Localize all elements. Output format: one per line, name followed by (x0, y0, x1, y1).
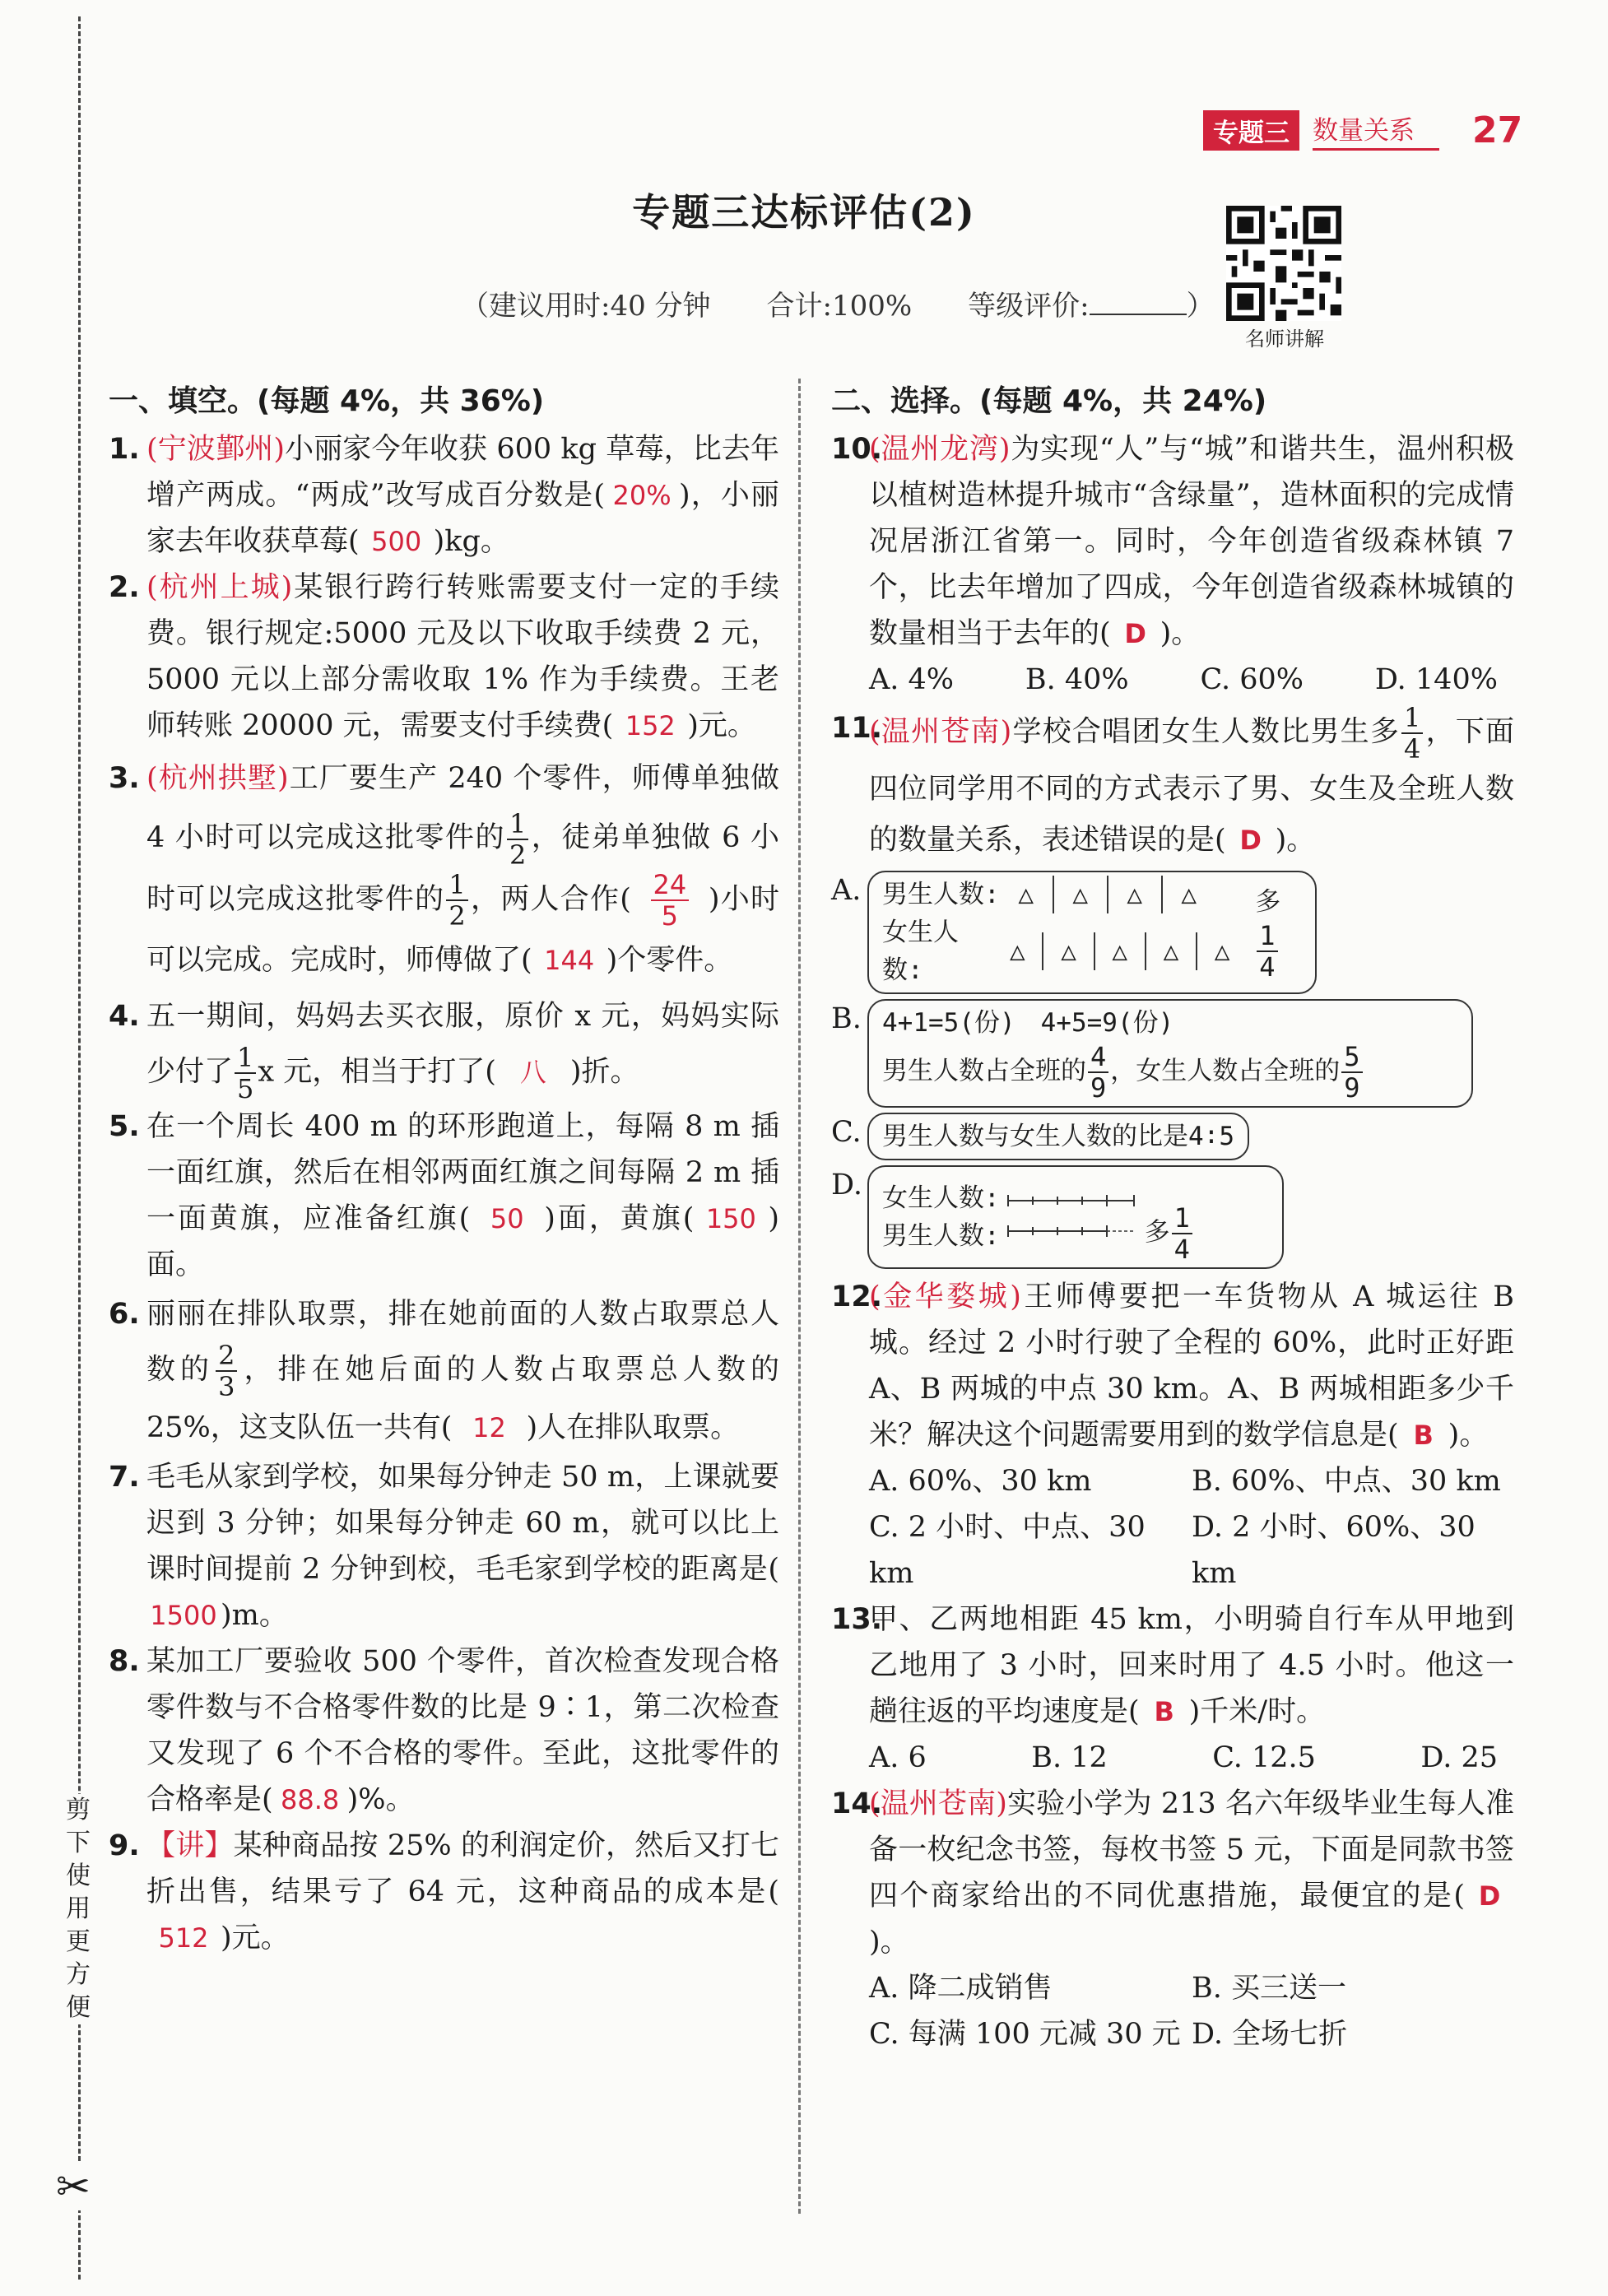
question-source: (杭州拱墅) (146, 762, 289, 795)
answer-blank[interactable]: 144 (544, 945, 595, 976)
option-b[interactable]: B. 买三送一 (1192, 1972, 1346, 2005)
text-box (867, 999, 1473, 1108)
question-text: 王师傅要把一车货物从 A 城运往 B 城。经过 2 小时行驶了全程的 60%，此时正好距 A、B 两城的中点 30 km。A、B 两城相距多少千米？解决这个问题需要用到的数学信息是( (869, 1280, 1515, 1452)
question-12 (831, 1274, 1514, 1458)
girls-row (882, 913, 1247, 989)
question-number: 12. (831, 1280, 883, 1313)
option-label: B. (831, 1002, 862, 1035)
more-label: 多 $\frac{1}{4}$ (1255, 887, 1281, 983)
ratio-line: 男生人数占全班的 $\frac{4}{9}$ ，女生人数占全班的 $\frac{5}{9}$ (882, 1042, 1458, 1103)
right-column (831, 379, 1514, 2057)
question-text: )面。 (146, 1202, 780, 1281)
question-text: ，两人合作( (469, 882, 631, 916)
page-number: 27 (1472, 109, 1523, 151)
fraction: $\frac{1}{4}$ (1401, 703, 1423, 764)
question-text: 在一个周长 400 m 的环形跑道上，每隔 8 m 插一面红旗，然后在相邻两面红旗之间每隔 2 m 插一面黄旗，应准备红旗( (146, 1110, 779, 1235)
question-text: )千米/时。 (1188, 1695, 1326, 1728)
question-text: ，排在她后面的人数占取票总人数的 25%，这支队伍一共有( (146, 1353, 779, 1444)
question-source: (金华婺城) (869, 1280, 1021, 1313)
answer-blank[interactable]: 150 (705, 1203, 756, 1234)
triangle-unit: △ (1053, 876, 1107, 913)
question-number: 7. (109, 1461, 140, 1494)
boys-label: 男生人数: (882, 1221, 1000, 1251)
question-text: 某银行跨行转账需要支付一定的手续费。银行规定:5000 元及以下收取手续费 2 元，5000 元以上部分需收取 1% 作为手续费。王老师转账 20000 元，需要支付手续费( (146, 571, 779, 742)
triangle-unit: △ (1009, 937, 1025, 966)
question-number: 2. (109, 571, 140, 604)
question-text: 丽丽在排队取票，排在她前面的人数占取票总人数的 (146, 1298, 779, 1387)
options-q12 (831, 1458, 1514, 1597)
qr-caption: 名师讲解 (1245, 328, 1324, 351)
column-divider (798, 379, 801, 2214)
topic-tag: 专题三 (1203, 110, 1299, 151)
question-3 (109, 749, 779, 990)
question-text: 学校合唱团女生人数比男生多 (1011, 715, 1401, 749)
scissors-icon: ✂ (56, 2163, 91, 2210)
girls-label: 女生人数: (882, 918, 959, 985)
question-text: x 元，相当于打了( (258, 1055, 496, 1089)
answer-blank[interactable]: 500 (371, 526, 422, 557)
triangle-unit: △ (1161, 876, 1215, 913)
meta-close: ） (1186, 290, 1215, 323)
option-b[interactable]: B. 40% (1025, 663, 1129, 696)
answer-blank-fraction[interactable]: $\frac{24}{5}$ (633, 870, 707, 931)
answer-choice[interactable]: D (1239, 825, 1262, 856)
question-number: 8. (109, 1645, 140, 1678)
question-text: )个零件。 (606, 944, 733, 977)
qr-code-icon[interactable] (1226, 206, 1341, 321)
question-9 (109, 1823, 779, 1961)
more-label: 多 $\frac{1}{4}$ (1145, 1203, 1194, 1264)
question-7 (109, 1454, 779, 1638)
question-text: 毛毛从家到学校，如果每分钟走 50 m，上课就要迟到 3 分钟；如果每分钟走 60 m，就可以比上课时间提前 2 分钟到校，毛毛家到学校的距离是( (146, 1461, 779, 1586)
diagram-box (867, 871, 1317, 994)
left-column (109, 379, 779, 1961)
option-b[interactable]: B. 60%、中点、30 km (1192, 1465, 1501, 1498)
option-a[interactable]: A. 降二成销售 (869, 1972, 1053, 2005)
question-text: )小时可以完成。完成时，师傅做了( (146, 882, 779, 977)
question-number: 9. (109, 1829, 140, 1862)
question-text: )。 (1448, 1419, 1489, 1452)
question-5 (109, 1104, 779, 1288)
option-label: C. (831, 1116, 862, 1149)
question-text: )人在排队取票。 (526, 1411, 740, 1444)
question-4 (109, 990, 779, 1104)
question-text: ，下面四位同学用不同的方式表示了男、女生及全班人数的数量关系，表述错误的是( (869, 715, 1514, 857)
fraction: $\frac{1}{2}$ (507, 809, 528, 870)
triangle-unit: △ (1107, 876, 1161, 913)
triangle-rows (882, 876, 1247, 989)
option-d[interactable]: D. 2 小时、60%、30 km (1192, 1511, 1476, 1590)
segment-lines (1006, 1180, 1138, 1254)
segment-labels (882, 1179, 1000, 1255)
cut-note: 剪下使用更方便 (59, 1794, 97, 2024)
triangle-unit: △ (1145, 932, 1196, 970)
topic-subtitle: 数量关系 (1313, 109, 1439, 151)
option-b-figure[interactable] (831, 999, 1514, 1108)
question-number: 1. (109, 433, 140, 466)
question-text: )，小丽家去年收获草莓( (146, 479, 780, 558)
fraction: $\frac{4}{9}$ (1088, 1042, 1108, 1103)
fraction: $\frac{1}{2}$ (446, 870, 467, 931)
question-8 (109, 1638, 779, 1823)
answer-blank[interactable]: 152 (625, 710, 676, 741)
answer-choice[interactable]: B (1413, 1420, 1434, 1451)
meta-line (461, 283, 1215, 323)
question-text: )元。 (687, 709, 756, 742)
option-d[interactable]: D. 全场七折 (1192, 2018, 1348, 2051)
question-13 (831, 1597, 1514, 1735)
answer-blank[interactable]: 512 (158, 1922, 209, 1954)
lecture-mark[interactable]: 【讲】 (146, 1829, 234, 1862)
question-10 (831, 426, 1514, 657)
options-q10 (831, 657, 1514, 703)
options-q14 (831, 1965, 1514, 2057)
option-a-figure[interactable] (831, 871, 1514, 994)
text-box: 男生人数与女生人数的比是4∶5 (867, 1113, 1249, 1160)
answer-choice[interactable]: B (1154, 1696, 1174, 1727)
answer-blank[interactable]: 20% (612, 480, 672, 511)
page-header (1203, 109, 1523, 151)
question-text: 小丽家今年收获 600 kg 草莓，比去年增产两成。“两成”改写成百分数是( (146, 433, 779, 512)
grade-blank[interactable] (1090, 290, 1187, 315)
question-source: (温州龙湾) (869, 433, 1011, 466)
question-text: 某加工厂要验收 500 个零件，首次检查发现合格零件数与不合格零件数的比是 9∶1，第二次检查又发现了 6 个不合格的零件。至此，这批零件的合格率是( (146, 1645, 779, 1816)
option-c[interactable]: C. 每满 100 元减 30 元 (869, 2018, 1181, 2051)
question-number: 5. (109, 1110, 140, 1143)
option-c-figure[interactable] (831, 1113, 1514, 1160)
triangle-unit: △ (1018, 880, 1034, 909)
answer-choice[interactable]: D (1478, 1880, 1501, 1912)
question-text: )面，黄旗( (544, 1202, 695, 1235)
question-text: 五一期间，妈妈去买衣服，原价 x 元，妈妈实际少付了 (146, 1000, 779, 1089)
question-number: 13. (831, 1603, 883, 1636)
options-q13 (831, 1735, 1514, 1781)
question-number: 6. (109, 1298, 140, 1331)
question-text: 某种商品按 25% 的利润定价，然后又打七折出售，结果亏了 64 元，这种商品的成本是( (146, 1829, 779, 1908)
question-1 (109, 426, 779, 565)
fraction: $\frac{2}{3}$ (216, 1341, 237, 1401)
option-label: D. (831, 1169, 862, 1201)
option-c[interactable]: C. 60% (1200, 663, 1304, 696)
question-text: )。 (1275, 824, 1316, 857)
answer-choice[interactable]: D (1124, 618, 1146, 649)
question-text: 为实现“人”与“城”和谐共生，温州积极以植树造林提升城市“含绿量”，造林面积的完成情况居浙江省第一。同时，今年创造省级森林镇 7 个，比去年增加了四成，今年创造省级森林城镇的数量相当于去年的( (869, 433, 1514, 650)
question-source: (温州苍南) (869, 715, 1012, 749)
option-a[interactable]: A. 60%、30 km (869, 1465, 1092, 1498)
option-label: A. (831, 874, 862, 907)
fraction: $\frac{1}{5}$ (235, 1043, 256, 1104)
question-number: 3. (109, 762, 140, 795)
girls-label: 女生人数: (882, 1183, 1000, 1213)
triangle-unit: △ (1094, 932, 1145, 970)
section-choice-heading: 二、选择。(每题 4%，共 24%) (831, 384, 1267, 418)
answer-blank[interactable]: 88.8 (281, 1784, 340, 1815)
question-text: 实验小学为 213 名六年级毕业生每人准备一枚纪念书签，每枚书签 5 元，下面是同款书签四个商家给出的不同优惠措施，最便宜的是( (869, 1787, 1515, 1913)
fraction: $\frac{1}{4}$ (1172, 1203, 1192, 1264)
segment-diagram (867, 1165, 1284, 1269)
answer-blank[interactable]: 12 (472, 1412, 506, 1443)
question-text: 工厂要生产 240 个零件，师傅单独做 4 小时可以完成这批零件的 (146, 762, 779, 854)
question-11 (831, 703, 1514, 866)
boys-row (882, 876, 1247, 913)
section-fill-in-heading: 一、填空。(每题 4%，共 36%) (109, 384, 545, 418)
option-c[interactable]: C. 12.5 (1212, 1741, 1316, 1774)
question-text: )元。 (221, 1922, 290, 1954)
question-text: )m。 (221, 1599, 288, 1632)
question-text: )。 (1160, 617, 1201, 650)
question-text: )。 (869, 1926, 909, 1959)
question-source: (宁波鄞州) (146, 433, 285, 466)
question-source: (温州苍南) (869, 1787, 1007, 1820)
question-2 (109, 565, 779, 749)
triangle-unit: △ (1196, 932, 1247, 970)
question-text: )折。 (569, 1055, 639, 1089)
question-text: ，徒弟单独做 6 小时可以完成这批零件的 (146, 821, 779, 916)
question-number: 14. (831, 1787, 883, 1820)
question-number: 10. (831, 433, 883, 466)
answer-blank[interactable]: 50 (490, 1203, 524, 1234)
question-text: )%。 (346, 1783, 415, 1816)
answer-blank[interactable]: 八 (519, 1056, 546, 1088)
question-text: )kg。 (433, 525, 509, 558)
answer-blank[interactable]: 1500 (150, 1600, 217, 1631)
question-number: 4. (109, 1000, 140, 1033)
question-number: 11. (831, 712, 883, 745)
option-d[interactable]: D. 140% (1374, 663, 1498, 696)
option-d[interactable]: D. 25 (1420, 1741, 1498, 1774)
option-a[interactable]: A. 6 (869, 1741, 927, 1774)
question-6 (109, 1288, 779, 1454)
question-14 (831, 1781, 1514, 1965)
meta-text: （建议用时:40 分钟 合计:100% 等级评价: (461, 290, 1090, 323)
parts-line: 4+1=5(份) 4+5=9(份) (882, 1008, 1174, 1038)
option-d-figure[interactable] (831, 1165, 1514, 1269)
question-source: (杭州上城) (146, 571, 293, 604)
fraction: $\frac{5}{9}$ (1341, 1042, 1362, 1103)
fraction: $\frac{1}{4}$ (1257, 921, 1277, 982)
option-c[interactable]: C. 2 小时、中点、30 km (869, 1511, 1146, 1590)
question-text: 甲、乙两地相距 45 km，小明骑自行车从甲地到乙地用了 3 小时，回来时用了 4.5 小时。他这一趟往返的平均速度是( (869, 1603, 1514, 1728)
option-a[interactable]: A. 4% (869, 663, 955, 696)
page-title: 专题三达标评估(2) (632, 190, 976, 235)
boys-label: 男生人数: (882, 880, 1000, 909)
triangle-unit: △ (1042, 932, 1093, 970)
option-b[interactable]: B. 12 (1031, 1741, 1108, 1774)
